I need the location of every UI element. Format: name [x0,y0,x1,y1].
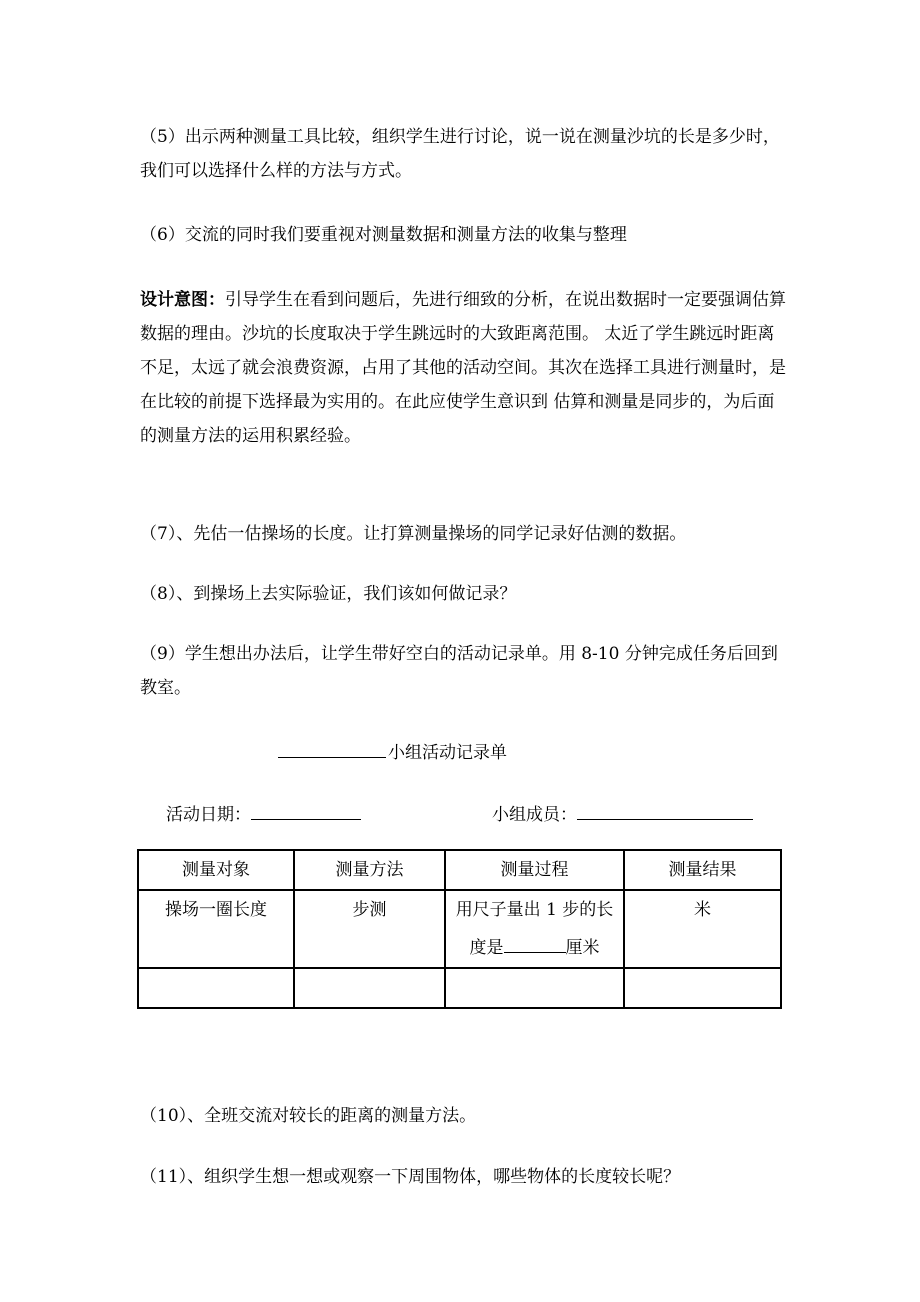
design-intent-paragraph [140,283,790,453]
cell-process-blank [504,951,566,953]
form-title [278,738,507,763]
empty-cell [138,968,294,1008]
paragraph-10: （10）、全班交流对较长的距离的测量方法。 [140,1106,477,1126]
design-intent-text: 引导学生在看到问题后，先进行细致的分析，在说出数据时一定要强调估算数据的理由。沙坑的长度取决于学生跳远时的大致距离范围。 太近了学生跳远时距离不足，太远了就会浪费资源，占用了其他的活动空间。其次在选择工具进行测量时，是在比较的前提下选择最为实用的。在此应使学生意识到 估算和测量是同步的，为后面的测量方法的运用积累经验。 [140,290,786,446]
cell-process [445,890,624,968]
paragraph-7: （7）、先估一估操场的长度。让打算测量操场的同学记录好估测的数据。 [140,524,687,544]
table-row-empty [138,968,781,1008]
header-result: 测量结果 [624,850,781,890]
header-process: 测量过程 [445,850,624,890]
cell-method: 步测 [294,890,445,968]
table-header-row [138,850,781,890]
cell-process-unit: 厘米 [565,938,600,958]
cell-process-prefix: 度是 [469,938,504,958]
empty-cell [624,968,781,1008]
design-intent-label: 设计意图： [140,290,225,310]
cell-process-line1: 用尺子量出 1 步的长 [455,900,614,920]
empty-cell [445,968,624,1008]
header-object: 测量对象 [138,850,294,890]
paragraph-11: （11）、组织学生想一想或观察一下周围物体，哪些物体的长度较长呢？ [140,1167,681,1187]
table-row [138,890,781,968]
group-members-blank [577,818,753,820]
activity-record-table [137,849,782,1009]
activity-date-label: 活动日期： [166,805,251,825]
empty-cell [294,968,445,1008]
activity-date-blank [251,818,361,820]
group-members-label: 小组成员： [492,805,577,825]
paragraph-6: （6）交流的同时我们要重视对测量数据和测量方法的收集与整理 [140,225,627,245]
cell-result: 米 [624,890,781,968]
paragraph-8: （8）、到操场上去实际验证，我们该如何做记录？ [140,584,517,604]
header-method: 测量方法 [294,850,445,890]
group-members [492,800,755,825]
paragraph-5: （5）出示两种测量工具比较，组织学生进行讨论，说一说在测量沙坑的长是多少时，我们可以选择什么样的方法与方式。 [140,127,780,181]
form-title-text: 小组活动记录单 [388,743,507,763]
activity-date [166,800,363,825]
cell-process-line2 [450,929,619,967]
cell-object: 操场一圈长度 [138,890,294,968]
paragraph-9: （9）学生想出办法后，让学生带好空白的活动记录单。用 8-10 分钟完成任务后回到教室。 [140,644,778,698]
group-name-blank [278,756,386,758]
